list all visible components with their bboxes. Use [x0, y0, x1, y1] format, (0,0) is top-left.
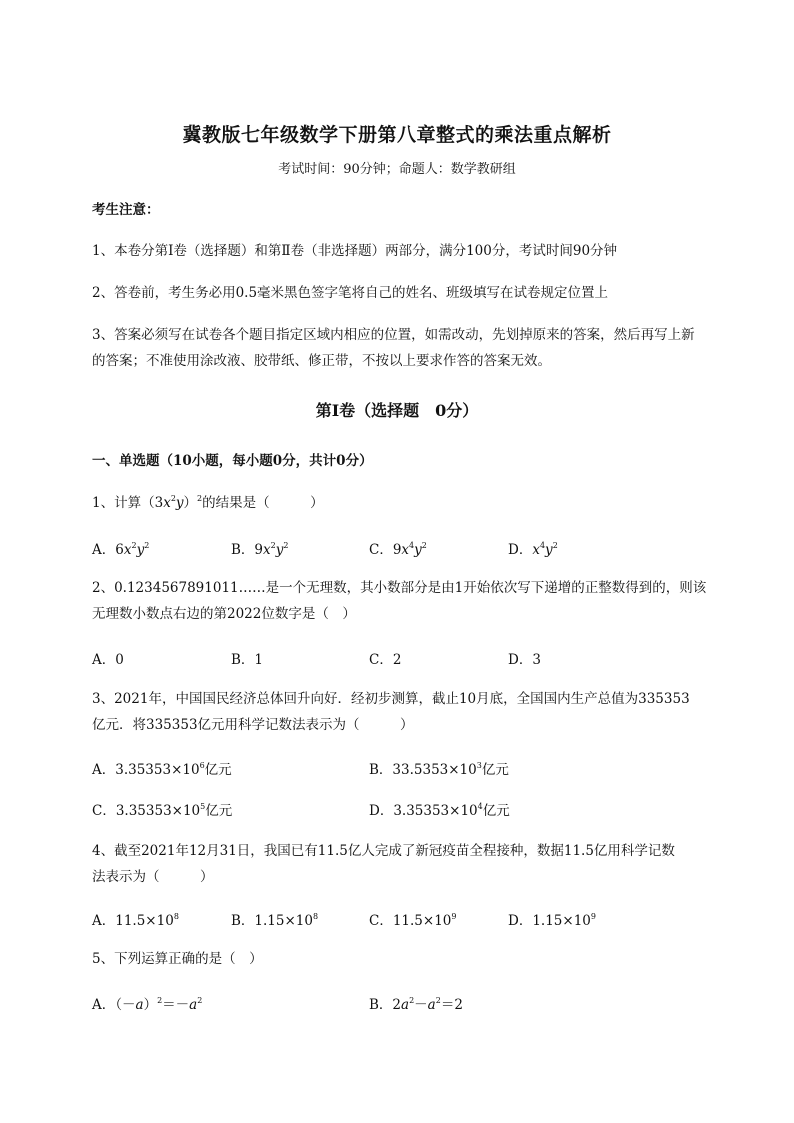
q1-option-d[interactable]: D．$x^4y^2$ — [508, 541, 558, 558]
question-3-line-1: 3、2021年，中国国民经济总体回升向好．经初步测算，截止10月底，全国国内生产总值为335353 — [92, 691, 690, 707]
q3-option-c[interactable]: C．$3.35353\times 10^5$亿元 — [92, 802, 233, 819]
q1-option-a[interactable]: A．$6x^2y^2$ — [92, 541, 150, 558]
question-4-line-2: 法表示为（ ） — [92, 869, 214, 885]
q5-option-a[interactable]: A．$(-a)^2=-a^2$ — [92, 996, 203, 1013]
question-4-line-1: 4、截至2021年12月31日，我国已有11.5亿人完成了新冠疫苗全程接种，数据11.5亿用科学记数 — [92, 843, 675, 859]
q2-option-a[interactable]: A．0 — [92, 652, 124, 668]
q4-option-b[interactable]: B．$1.15\times 10^8$ — [231, 912, 319, 929]
q3-option-a[interactable]: A．$3.35353\times 10^6$亿元 — [92, 761, 232, 778]
section-title: 第Ⅰ卷（选择题 0分） — [315, 401, 479, 420]
document-subtitle: 考试时间：90分钟；命题人：数学教研组 — [278, 162, 516, 177]
q2-option-c[interactable]: C．2 — [369, 652, 402, 668]
question-1: 1、计算$(3x^2y)^2$的结果是（ ） — [92, 494, 324, 511]
q4-option-d[interactable]: D．$1.15\times 10^9$ — [508, 912, 596, 929]
notice-item-2: 2、答卷前，考生务必用0.5毫米黑色签字笔将自己的姓名、班级填写在试卷规定位置上 — [92, 285, 609, 301]
question-2-line-1: 2、0.1234567891011……是一个无理数，其小数部分是由1开始依次写下递增的正整数得到的，则该 — [92, 580, 707, 596]
question-2-line-2: 无理数小数点右边的第2022位数字是（ ） — [92, 606, 356, 622]
q2-option-d[interactable]: D．3 — [508, 652, 541, 668]
question-5: 5、下列运算正确的是（ ） — [92, 951, 263, 967]
question-3-line-2: 亿元．将335353亿元用科学记数法表示为（ ） — [92, 717, 414, 733]
part-heading: 一、单选题（10小题，每小题0分，共计0分） — [92, 453, 373, 469]
document-title: 冀教版七年级数学下册第八章整式的乘法重点解析 — [182, 124, 612, 146]
q1-option-c[interactable]: C．$9x^4y^2$ — [369, 541, 427, 558]
q4-option-a[interactable]: A．$11.5\times 10^8$ — [92, 912, 179, 929]
q1-option-b[interactable]: B．$9x^2y^2$ — [231, 541, 289, 558]
q5-option-b[interactable]: B．$2a^2-a^2=2$ — [369, 996, 463, 1013]
q3-option-d[interactable]: D．$3.35353\times 10^4$亿元 — [369, 802, 510, 819]
q3-option-b[interactable]: B．$33.5353\times 10^3$亿元 — [369, 761, 509, 778]
notice-item-3: 3、答案必须写在试卷各个题目指定区域内相应的位置，如需改动，先划掉原来的答案，然后再写上新的答案；不准使用涂改液、胶带纸、修正带，不按以上要求作答的答案无效。 — [92, 327, 695, 369]
notice-heading: 考生注意： — [92, 202, 160, 218]
notice-item-1: 1、本卷分第Ⅰ卷（选择题）和第Ⅱ卷（非选择题）两部分，满分100分，考试时间90分钟 — [92, 243, 618, 259]
q2-option-b[interactable]: B．1 — [231, 652, 264, 668]
q4-option-c[interactable]: C．$11.5\times 10^9$ — [369, 912, 457, 929]
